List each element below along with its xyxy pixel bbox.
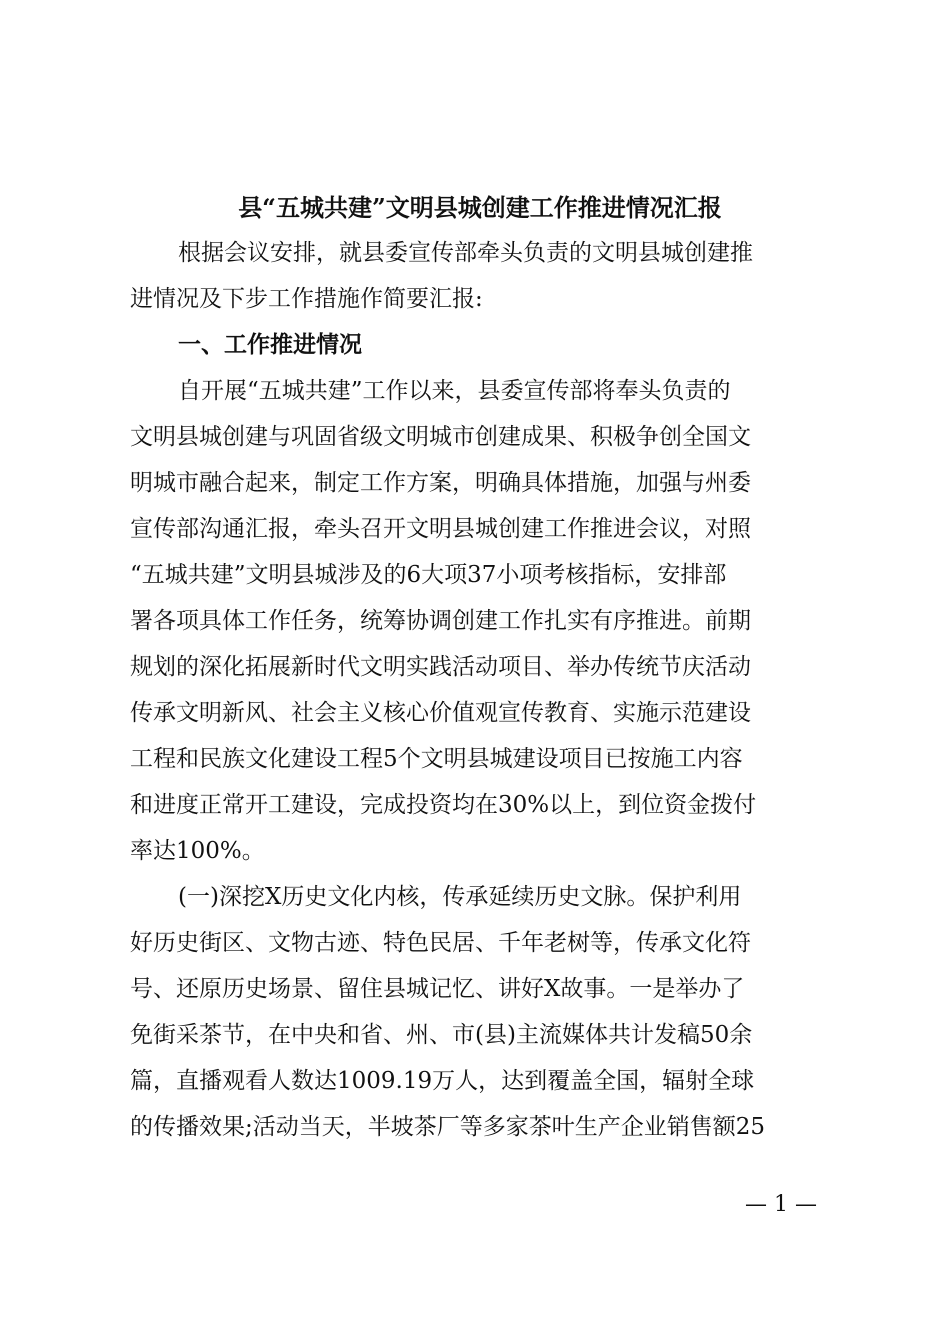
paragraph-line: 篇，直播观看人数达1009.19万人，达到覆盖全国，辐射全球 bbox=[130, 1068, 755, 1094]
paragraph-line: “五城共建”文明县城涉及的6大项37小项考核指标，安排部 bbox=[130, 562, 727, 588]
paragraph-line: 文明县城创建与巩固省级文明城市创建成果、积极争创全国文 bbox=[130, 424, 751, 450]
paragraph-line: 署各项具体工作任务，统筹协调创建工作扎实有序推进。前期 bbox=[130, 608, 751, 634]
paragraph-line: 根据会议安排，就县委宣传部牵头负责的文明县城创建推 bbox=[178, 240, 753, 266]
paragraph-line: (一)深挖X历史文化内核，传承延续历史文脉。保护利用 bbox=[178, 884, 742, 910]
paragraph-line: 好历史街区、文物古迹、特色民居、千年老树等，传承文化符 bbox=[130, 930, 751, 956]
paragraph-line: 自开展“五城共建”工作以来，县委宣传部将奉头负责的 bbox=[178, 378, 731, 404]
paragraph-line: 号、还原历史场景、留住县城记忆、讲好X故事。一是举办了 bbox=[130, 976, 745, 1002]
document-title: 县“五城共建”文明县城创建工作推进情况汇报 bbox=[238, 193, 722, 222]
section-heading: 一、工作推进情况 bbox=[178, 332, 362, 358]
paragraph-line: 明城市融合起来，制定工作方案，明确具体措施，加强与州委 bbox=[130, 470, 751, 496]
paragraph-line: 的传播效果;活动当天，半坡茶厂等多家茶叶生产企业销售额25 bbox=[130, 1114, 766, 1140]
page-number: — 1 — bbox=[745, 1192, 817, 1217]
paragraph-line: 传承文明新风、社会主义核心价值观宣传教育、实施示范建设 bbox=[130, 700, 751, 726]
paragraph-line: 宣传部沟通汇报，牵头召开文明县城创建工作推进会议，对照 bbox=[130, 516, 751, 542]
paragraph-line: 工程和民族文化建设工程5个文明县城建设项目已按施工内容 bbox=[130, 746, 743, 772]
paragraph-line: 免街采茶节，在中央和省、州、市(县)主流媒体共计发稿50余 bbox=[130, 1022, 753, 1048]
paragraph-line: 规划的深化拓展新时代文明实践活动项目、举办传统节庆活动 bbox=[130, 654, 751, 680]
paragraph-line: 和进度正常开工建设，完成投资均在30%以上，到位资金拨付 bbox=[130, 792, 757, 818]
paragraph-line: 进情况及下步工作措施作简要汇报: bbox=[130, 286, 483, 312]
paragraph-line: 率达100%。 bbox=[130, 838, 265, 864]
